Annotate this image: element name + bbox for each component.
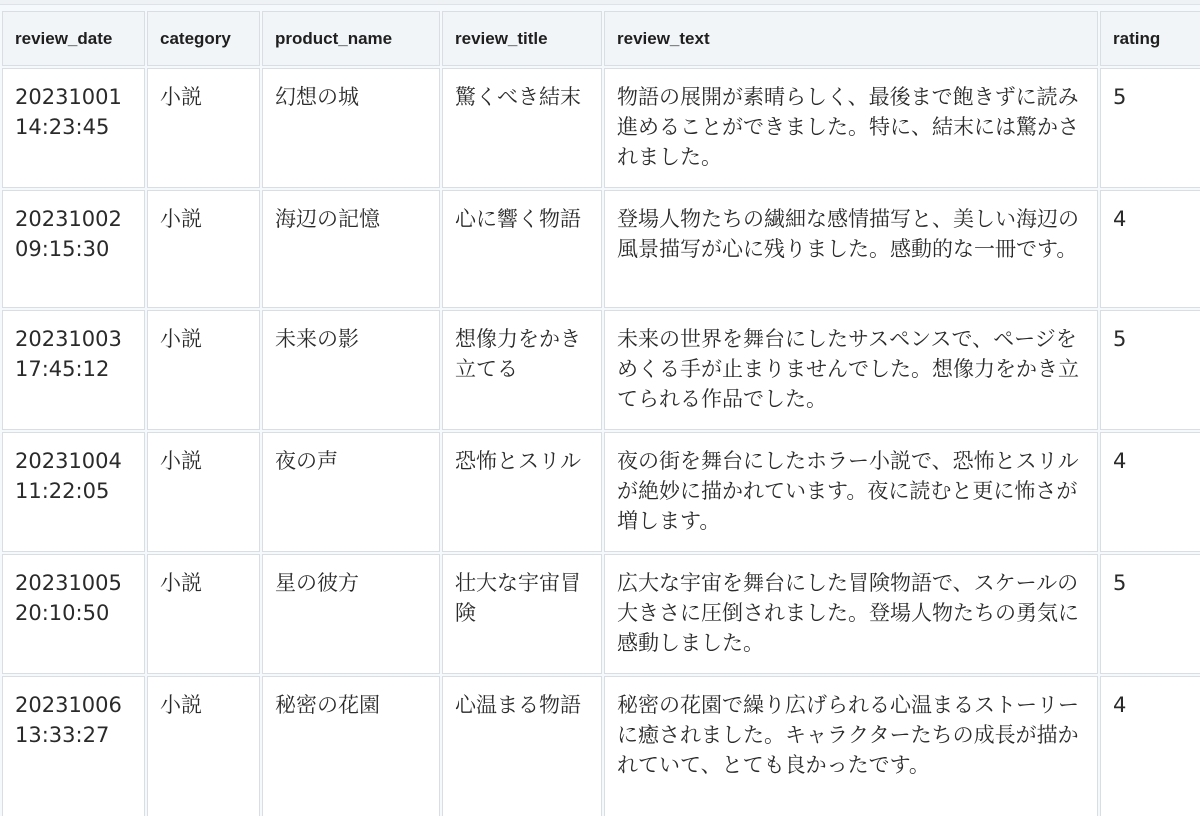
cell-review-text: 物語の展開が素晴らしく、最後まで飽きずに読み進めることができました。特に、結末には驚かされました。 [604,68,1098,188]
cell-rating: 5 [1100,554,1200,674]
cell-product-name: 未来の影 [262,310,440,430]
cell-product-name: 海辺の記憶 [262,190,440,308]
cell-category: 小説 [147,190,260,308]
cell-review-text: 広大な宇宙を舞台にした冒険物語で、スケールの大きさに圧倒されました。登場人物たちの勇気に感動しました。 [604,554,1098,674]
cell-rating: 4 [1100,676,1200,816]
cell-review-date [2,310,145,430]
cell-category: 小説 [147,310,260,430]
cell-review-date [2,554,145,674]
cell-rating: 4 [1100,432,1200,552]
date-time: 14:23:45 [15,115,110,139]
date-day: 20231001 [15,85,122,109]
cell-review-title: 想像力をかき立てる [442,310,602,430]
date-time: 17:45:12 [15,357,110,381]
date-time: 13:33:27 [15,723,110,747]
cell-product-name: 秘密の花園 [262,676,440,816]
cell-review-title: 心温まる物語 [442,676,602,816]
column-header-rating[interactable]: rating [1100,11,1200,66]
date-day: 20231006 [15,693,122,717]
top-border [0,0,1200,5]
date-time: 09:15:30 [15,237,110,261]
cell-category: 小説 [147,554,260,674]
cell-category: 小説 [147,68,260,188]
cell-review-title: 壮大な宇宙冒険 [442,554,602,674]
column-header-review-text[interactable]: review_text [604,11,1098,66]
cell-review-date [2,68,145,188]
column-header-review-title[interactable]: review_title [442,11,602,66]
cell-review-title: 驚くべき結末 [442,68,602,188]
cell-review-text: 未来の世界を舞台にしたサスペンスで、ページをめくる手が止まりませんでした。想像力をかき立てられる作品でした。 [604,310,1098,430]
table-row [2,676,1200,816]
cell-review-date [2,676,145,816]
cell-category: 小説 [147,432,260,552]
cell-rating: 5 [1100,310,1200,430]
column-header-category[interactable]: category [147,11,260,66]
date-day: 20231003 [15,327,122,351]
cell-product-name: 幻想の城 [262,68,440,188]
column-header-product-name[interactable]: product_name [262,11,440,66]
cell-category: 小説 [147,676,260,816]
table-row [2,554,1200,674]
cell-review-title: 心に響く物語 [442,190,602,308]
table-row [2,432,1200,552]
table-row [2,310,1200,430]
cell-review-date [2,432,145,552]
table-row [2,190,1200,308]
date-time: 11:22:05 [15,479,110,503]
date-day: 20231004 [15,449,122,473]
cell-rating: 4 [1100,190,1200,308]
column-header-review-date[interactable]: review_date [2,11,145,66]
cell-product-name: 星の彼方 [262,554,440,674]
date-day: 20231002 [15,207,122,231]
cell-rating: 5 [1100,68,1200,188]
date-day: 20231005 [15,571,122,595]
cell-review-title: 恐怖とスリル [442,432,602,552]
table-row [2,68,1200,188]
cell-review-text: 夜の街を舞台にしたホラー小説で、恐怖とスリルが絶妙に描かれています。夜に読むと更に怖さが増します。 [604,432,1098,552]
cell-review-date [2,190,145,308]
date-time: 20:10:50 [15,601,110,625]
reviews-table [0,9,1200,816]
cell-review-text: 秘密の花園で繰り広げられる心温まるストーリーに癒されました。キャラクターたちの成長が描かれていて、とても良かったです。 [604,676,1098,816]
cell-review-text: 登場人物たちの繊細な感情描写と、美しい海辺の風景描写が心に残りました。感動的な一冊です。 [604,190,1098,308]
header-row [2,11,1200,66]
cell-product-name: 夜の声 [262,432,440,552]
